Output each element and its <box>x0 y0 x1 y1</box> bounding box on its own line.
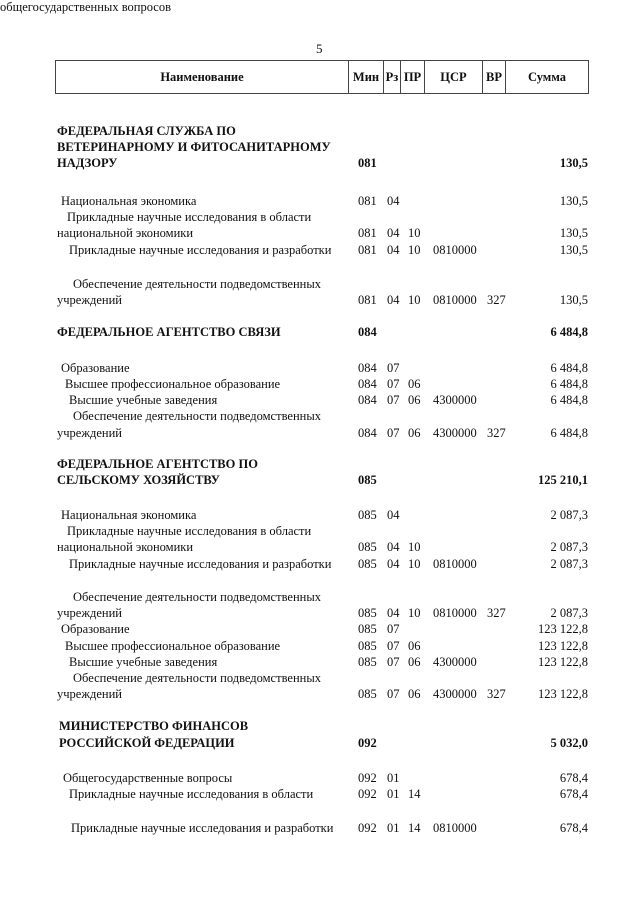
cell-min: 085 <box>358 639 377 653</box>
header-rz: Рз <box>384 61 401 93</box>
header-pr: ПР <box>401 61 425 93</box>
table-header <box>55 60 589 94</box>
cell-rz: 07 <box>387 393 400 407</box>
cell-pr: 10 <box>408 540 421 554</box>
cell-rz: 04 <box>387 293 400 307</box>
cell-min: 081 <box>358 156 377 170</box>
cell-sum: 123 122,8 <box>538 655 588 669</box>
section-title-line: НАДЗОРУ <box>57 156 118 170</box>
cell-csr: 4300000 <box>433 655 477 669</box>
item-name-line: Национальная экономика <box>61 508 197 522</box>
header-sum: Сумма <box>528 69 566 84</box>
cell-csr: 0810000 <box>433 293 477 307</box>
section-title-line: ФЕДЕРАЛЬНАЯ СЛУЖБА ПО <box>57 124 236 138</box>
cell-min: 084 <box>358 361 377 375</box>
cell-sum: 6 484,8 <box>550 393 588 407</box>
cell-min: 085 <box>358 622 377 636</box>
cell-rz: 07 <box>387 687 400 701</box>
cell-sum: 678,4 <box>559 821 588 835</box>
section-title-line: СЕЛЬСКОМУ ХОЗЯЙСТВУ <box>57 473 220 487</box>
cell-rz: 04 <box>387 243 400 257</box>
cell-rz: 07 <box>387 377 400 391</box>
item-name-line: Общегосударственные вопросы <box>63 771 233 785</box>
item-name-line: национальной экономики <box>57 540 194 554</box>
header-min: Мин <box>349 61 384 93</box>
section-title-line: ВЕТЕРИНАРНОМУ И ФИТОСАНИТАРНОМУ <box>57 140 331 154</box>
item-name-line: Национальная экономика <box>61 194 197 208</box>
cell-min: 085 <box>358 508 377 522</box>
item-name-line: Прикладные научные исследования в области <box>67 210 312 224</box>
cell-rz: 04 <box>387 557 400 571</box>
cell-sum: 130,5 <box>559 243 588 257</box>
cell-sum: 2 087,3 <box>550 508 588 522</box>
cell-sum: 6 484,8 <box>550 325 588 339</box>
item-name-line: Высшее профессиональное образование <box>65 377 281 391</box>
header-vr: ВР <box>483 61 506 93</box>
cell-vr: 327 <box>487 426 506 440</box>
item-name-line: Обеспечение деятельности подведомственных <box>73 590 321 604</box>
item-name-line: Прикладные научные исследования и разработки <box>69 557 332 571</box>
cell-min: 081 <box>358 226 377 240</box>
cell-sum: 2 087,3 <box>550 540 588 554</box>
item-name-line: учреждений <box>57 293 122 307</box>
header-csr: ЦСР <box>425 61 483 93</box>
cell-pr: 06 <box>408 655 421 669</box>
cell-csr: 0810000 <box>433 557 477 571</box>
cell-pr: 06 <box>408 426 421 440</box>
cell-min: 085 <box>358 687 377 701</box>
header-name: Наименование <box>56 61 349 93</box>
cell-min: 085 <box>358 540 377 554</box>
cell-vr: 327 <box>487 606 506 620</box>
cell-pr: 10 <box>408 557 421 571</box>
section-title-line: ФЕДЕРАЛЬНОЕ АГЕНТСТВО ПО <box>57 457 258 471</box>
cell-min: 092 <box>358 821 377 835</box>
cell-pr: 06 <box>408 687 421 701</box>
item-name-line: Обеспечение деятельности подведомственных <box>73 277 321 291</box>
cell-pr: 10 <box>408 606 421 620</box>
item-name-line: Образование <box>61 361 130 375</box>
cell-rz: 07 <box>387 655 400 669</box>
cell-sum: 130,5 <box>559 156 588 170</box>
cell-sum: 125 210,1 <box>538 473 588 487</box>
cell-sum: 130,5 <box>559 194 588 208</box>
cell-min: 084 <box>358 426 377 440</box>
cell-rz: 01 <box>387 787 400 801</box>
cell-csr: 0810000 <box>433 606 477 620</box>
cell-rz: 04 <box>387 194 400 208</box>
cell-pr: 06 <box>408 377 421 391</box>
page-number: 5 <box>316 41 323 56</box>
cell-csr: 4300000 <box>433 393 477 407</box>
item-name-line: Образование <box>61 622 130 636</box>
cell-sum: 6 484,8 <box>550 377 588 391</box>
cell-min: 084 <box>358 377 377 391</box>
cell-sum: 5 032,0 <box>550 736 588 750</box>
cell-pr: 14 <box>408 821 421 835</box>
cell-sum: 678,4 <box>559 771 588 785</box>
cell-rz: 01 <box>387 821 400 835</box>
cell-sum: 2 087,3 <box>550 606 588 620</box>
item-name-line: Высшие учебные заведения <box>69 393 218 407</box>
cell-rz: 04 <box>387 226 400 240</box>
cell-min: 084 <box>358 325 377 339</box>
cell-sum: 130,5 <box>559 293 588 307</box>
cell-csr: 0810000 <box>433 821 477 835</box>
cell-rz: 07 <box>387 639 400 653</box>
cell-sum: 123 122,8 <box>538 639 588 653</box>
cell-pr: 10 <box>408 226 421 240</box>
cell-sum: 123 122,8 <box>538 687 588 701</box>
cell-rz: 04 <box>387 606 400 620</box>
cell-min: 085 <box>358 606 377 620</box>
cell-vr: 327 <box>487 687 506 701</box>
cell-min: 081 <box>358 194 377 208</box>
cell-min: 081 <box>358 243 377 257</box>
cell-csr: 0810000 <box>433 243 477 257</box>
item-name-line: Прикладные научные исследования и разработки <box>71 821 334 835</box>
cell-pr: 14 <box>408 787 421 801</box>
cell-min: 085 <box>358 557 377 571</box>
section-title-line: РОССИЙСКОЙ ФЕДЕРАЦИИ <box>59 736 235 750</box>
cell-vr: 327 <box>487 293 506 307</box>
cell-min: 092 <box>358 787 377 801</box>
item-name-line: учреждений <box>57 687 122 701</box>
cell-pr: 06 <box>408 639 421 653</box>
cell-min: 081 <box>358 293 377 307</box>
cell-rz: 07 <box>387 426 400 440</box>
cell-min: 084 <box>358 393 377 407</box>
cell-csr: 4300000 <box>433 426 477 440</box>
cell-sum: 2 087,3 <box>550 557 588 571</box>
item-name-line: Прикладные научные исследования и разработки <box>69 243 332 257</box>
item-name-line: учреждений <box>57 606 122 620</box>
item-name-line: Прикладные научные исследования в области <box>67 524 312 538</box>
item-name-line: учреждений <box>57 426 122 440</box>
cell-sum: 678,4 <box>559 787 588 801</box>
item-name-line: национальной экономики <box>57 226 194 240</box>
cell-min: 092 <box>358 771 377 785</box>
item-name-line: Обеспечение деятельности подведомственных <box>73 671 321 685</box>
cell-csr: 4300000 <box>433 687 477 701</box>
item-name-line: Высшие учебные заведения <box>69 655 218 669</box>
cell-min: 085 <box>358 473 377 487</box>
cell-pr: 10 <box>408 293 421 307</box>
cell-rz: 04 <box>387 540 400 554</box>
cell-min: 092 <box>358 736 377 750</box>
section-title-line: ФЕДЕРАЛЬНОЕ АГЕНТСТВО СВЯЗИ <box>57 325 281 339</box>
cell-rz: 07 <box>387 622 400 636</box>
cell-sum: 6 484,8 <box>550 361 588 375</box>
cell-rz: 04 <box>387 508 400 522</box>
cell-rz: 07 <box>387 361 400 375</box>
item-name-line: Обеспечение деятельности подведомственных <box>73 409 321 423</box>
cell-sum: 123 122,8 <box>538 622 588 636</box>
item-name-line: Высшее профессиональное образование <box>65 639 281 653</box>
cell-rz: 01 <box>387 771 400 785</box>
cell-pr: 06 <box>408 393 421 407</box>
cell-sum: 6 484,8 <box>550 426 588 440</box>
item-name-line: общегосударственных вопросов <box>0 0 171 14</box>
cell-min: 085 <box>358 655 377 669</box>
cell-sum: 130,5 <box>559 226 588 240</box>
item-name-line: Прикладные научные исследования в области <box>69 787 314 801</box>
cell-pr: 10 <box>408 243 421 257</box>
section-title-line: МИНИСТЕРСТВО ФИНАНСОВ <box>59 719 249 733</box>
